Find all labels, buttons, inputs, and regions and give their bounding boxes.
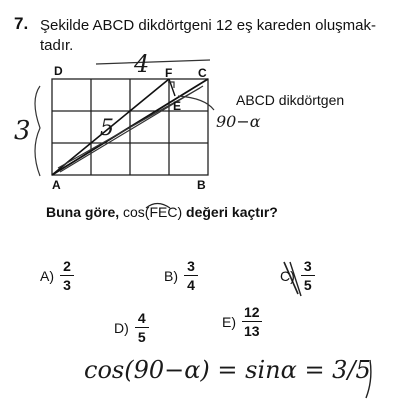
handwritten-solution: cos(90−α) = sinα = 3/5 bbox=[84, 356, 371, 384]
pencil-brace bbox=[35, 86, 40, 176]
question-number: 7. bbox=[14, 14, 29, 33]
prompt-prefix: Buna göre, bbox=[46, 204, 120, 220]
prompt-suffix: değeri kaçtır? bbox=[186, 204, 278, 220]
option-fraction: $\frac{3}{4}$ bbox=[184, 258, 198, 293]
option-letter: B) bbox=[164, 267, 178, 284]
handwritten-three: 3 bbox=[14, 116, 31, 146]
vertex-label-a: A bbox=[52, 178, 61, 192]
option-c[interactable] bbox=[280, 258, 315, 293]
option-fraction: $\frac{4}{5}$ bbox=[135, 310, 149, 345]
option-b[interactable] bbox=[164, 258, 198, 293]
option-fraction: $\frac{2}{3}$ bbox=[60, 258, 74, 293]
question-text-line1: Şekilde ABCD dikdörtgeni 12 eş kareden oluşmak- bbox=[40, 17, 377, 34]
pencil-topline bbox=[96, 60, 210, 64]
option-d[interactable] bbox=[114, 310, 149, 345]
prompt-expression: cos(FEC) bbox=[123, 204, 183, 220]
handwritten-angle-note: 90−α bbox=[216, 112, 261, 131]
option-fraction: $\frac{3}{5}$ bbox=[301, 258, 315, 293]
option-e[interactable] bbox=[222, 304, 262, 339]
option-letter: A) bbox=[40, 267, 54, 284]
vertex-label-b: B bbox=[197, 178, 206, 192]
option-letter: C) bbox=[280, 267, 295, 284]
option-a[interactable] bbox=[40, 258, 74, 293]
vertex-label-c: C bbox=[198, 66, 207, 80]
handwritten-four: 4 bbox=[134, 50, 150, 78]
question-text-line2: tadır. bbox=[40, 37, 74, 54]
question-prompt bbox=[46, 204, 278, 220]
option-fraction: $\frac{12}{13}$ bbox=[244, 304, 260, 339]
vertex-label-e: E bbox=[173, 99, 182, 113]
pencil-diagonal bbox=[60, 86, 203, 172]
option-letter: D) bbox=[114, 319, 129, 336]
handwritten-five: 5 bbox=[100, 116, 114, 141]
vertex-label-f: F bbox=[165, 66, 173, 80]
rectangle-caption: ABCD dikdörtgen bbox=[236, 92, 345, 108]
vertex-label-d: D bbox=[54, 64, 63, 78]
option-letter: E) bbox=[222, 313, 236, 330]
